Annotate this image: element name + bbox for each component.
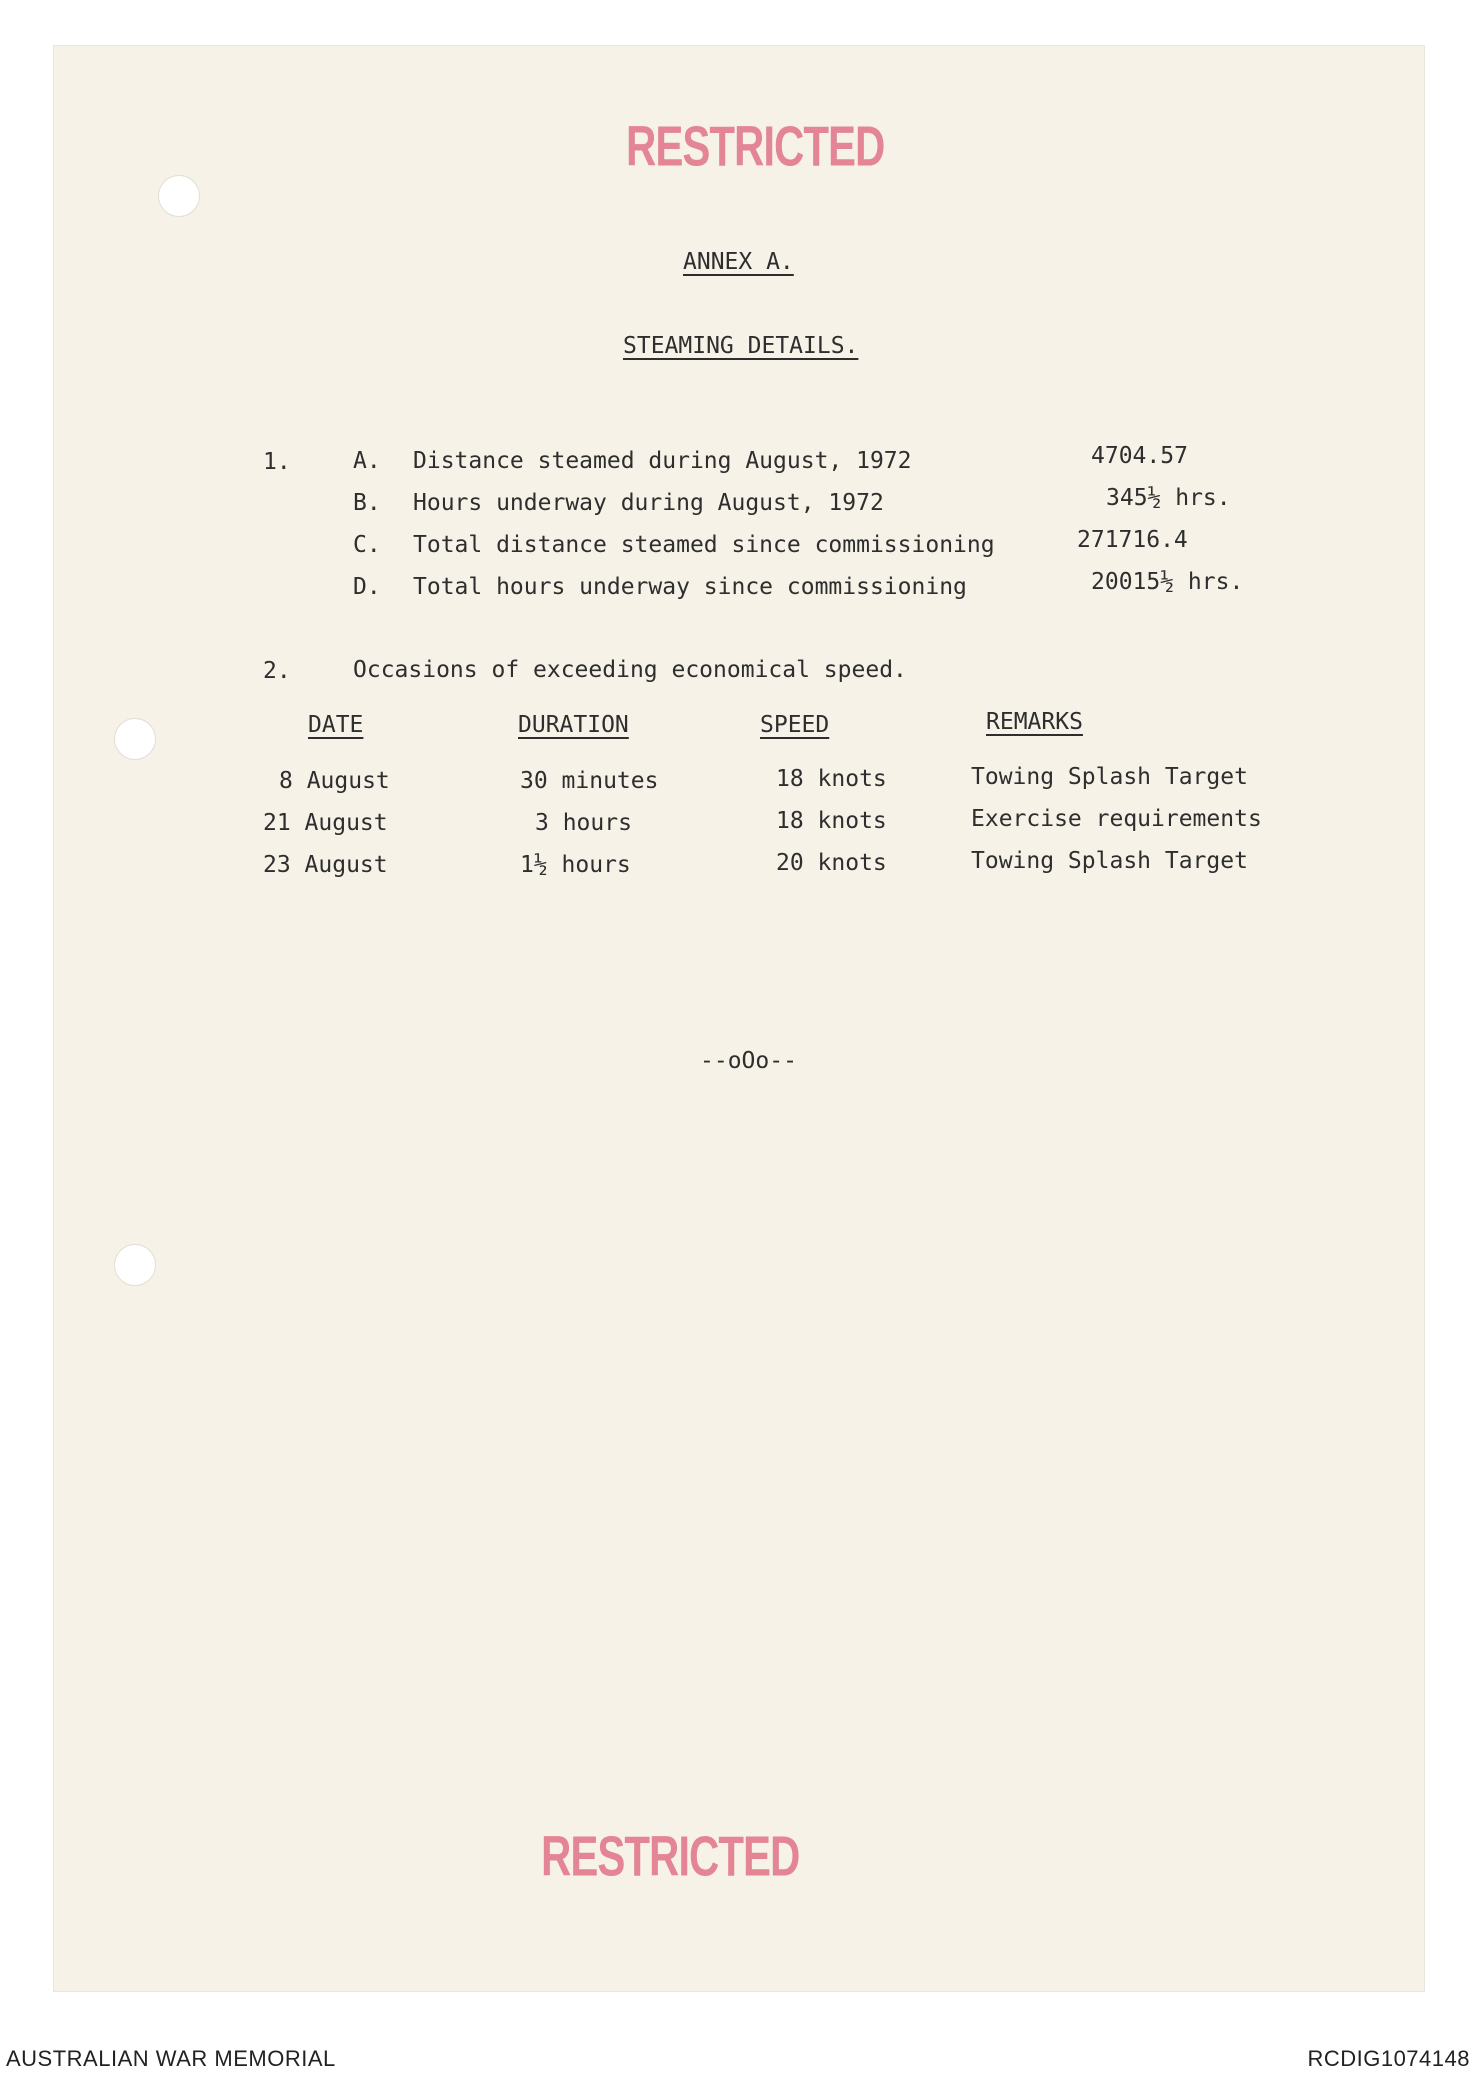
column-header-duration: DURATION: [518, 712, 629, 738]
item-b-value: 345½ hrs.: [1106, 485, 1231, 511]
column-header-remarks: REMARKS: [986, 709, 1083, 735]
table-row-1-date: 8 August: [279, 768, 390, 794]
section-2-intro: Occasions of exceeding economical speed.: [353, 657, 907, 683]
item-c-label: Total distance steamed since commissioning: [413, 532, 995, 558]
table-row-1-speed: 18 knots: [776, 766, 887, 792]
end-mark: --oOo--: [700, 1048, 797, 1074]
item-d-letter: D.: [353, 574, 381, 600]
footer-archive-name: AUSTRALIAN WAR MEMORIAL: [6, 2046, 336, 2071]
item-a-value: 4704.57: [1091, 443, 1188, 469]
table-row-3-date: 23 August: [263, 852, 388, 878]
punch-hole-bottom: [114, 1244, 156, 1286]
item-a-label: Distance steamed during August, 1972: [413, 448, 912, 474]
item-a-letter: A.: [353, 448, 381, 474]
table-row-2-speed: 18 knots: [776, 808, 887, 834]
column-header-date: DATE: [308, 712, 364, 738]
punch-hole-middle: [114, 718, 156, 760]
table-row-1-duration: 30 minutes: [520, 768, 659, 794]
table-row-2-date: 21 August: [263, 810, 388, 836]
item-d-value: 20015½ hrs.: [1091, 569, 1244, 595]
footer-record-id: RCDIG1074148: [1307, 2046, 1470, 2071]
table-row-3-speed: 20 knots: [776, 850, 887, 876]
table-row-2-duration: 3 hours: [535, 810, 632, 836]
table-row-2-remarks: Exercise requirements: [971, 806, 1262, 832]
section-2-number: 2.: [263, 658, 291, 684]
annex-heading: ANNEX A.: [683, 249, 794, 275]
punch-hole-top: [158, 175, 200, 217]
restricted-stamp-top: RESTRICTED: [626, 113, 885, 178]
table-row-3-remarks: Towing Splash Target: [971, 848, 1248, 874]
column-header-speed: SPEED: [760, 712, 830, 738]
item-c-value: 271716.4: [1077, 527, 1188, 553]
section-1-number: 1.: [263, 449, 291, 475]
table-row-3-duration: 1½ hours: [520, 852, 631, 878]
table-row-1-remarks: Towing Splash Target: [971, 764, 1248, 790]
item-b-label: Hours underway during August, 1972: [413, 490, 884, 516]
item-c-letter: C.: [353, 532, 381, 558]
restricted-stamp-bottom: RESTRICTED: [541, 1823, 800, 1888]
document-title: STEAMING DETAILS.: [623, 333, 859, 359]
item-d-label: Total hours underway since commissioning: [413, 574, 967, 600]
item-b-letter: B.: [353, 490, 381, 516]
